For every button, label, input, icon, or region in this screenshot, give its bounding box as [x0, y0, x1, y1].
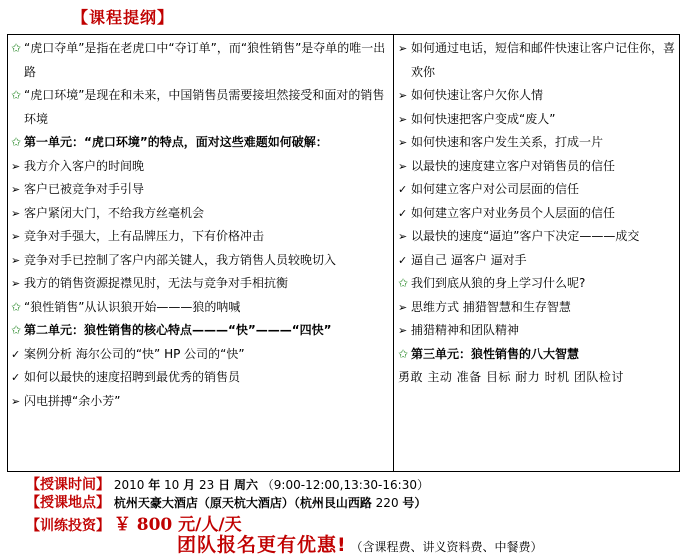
arrow-bullet-icon: ➢: [398, 300, 408, 314]
course-year-unit: 年: [148, 478, 161, 492]
course-fee-price: ￥ 800 元/人/天: [113, 515, 242, 535]
course-venue-place: 杭州天豪大酒店（原天杭大酒店）（杭州艮山西路: [113, 496, 372, 510]
right-item: [398, 178, 677, 202]
group-discount-note: （含课程费、讲义资料费、中餐费）: [350, 540, 543, 554]
course-outline-table: [7, 34, 680, 472]
right-item: [398, 249, 677, 273]
left-item: [11, 225, 389, 249]
arrow-bullet-icon: ➢: [11, 253, 21, 267]
left-item-text: 第二单元：狼性销售的核心特点———“快”———“四快”: [24, 323, 332, 337]
check-bullet-icon: ✓: [11, 347, 21, 361]
left-item-text: 竞争对手强大，上有品牌压力，下有价格冲击: [24, 229, 265, 243]
course-year: 2010: [113, 478, 145, 492]
star-bullet-icon: ✩: [11, 135, 22, 149]
right-item-text: 以最快的速度建立客户对销售员的信任: [411, 158, 616, 173]
right-item-text: 如何快速把客户变成“废人”: [411, 111, 556, 126]
course-weekday: 周六: [233, 478, 258, 492]
left-item: [11, 343, 389, 367]
arrow-bullet-icon: ➢: [11, 206, 21, 220]
left-item: [11, 319, 389, 343]
left-item-text: “狼性销售”从认识狼开始———狼的呐喊: [24, 299, 241, 314]
left-item: [11, 178, 389, 202]
right-item-text: 如何快速和客户发生关系，打成一片: [411, 135, 604, 149]
course-day: 23: [199, 478, 215, 492]
arrow-bullet-icon: ➢: [11, 277, 21, 290]
right-item-text: 逼自己 逼客户 逼对手: [411, 252, 527, 267]
right-item-text: 第三单元：狼性销售的八大智慧: [411, 346, 580, 361]
course-month-unit: 月: [183, 478, 196, 492]
left-item: [11, 272, 389, 296]
left-item-text: 客户紧闭大门，不给我方丝毫机会: [24, 205, 205, 220]
left-item-text: 客户已被竞争对手引导: [24, 182, 145, 196]
course-venue-label: 【授课地点】: [26, 495, 110, 511]
left-item-text: 我方介入客户的时间晚: [24, 158, 145, 173]
arrow-bullet-icon: ➢: [398, 159, 408, 173]
star-bullet-icon: ✩: [11, 41, 22, 55]
right-item: [398, 272, 677, 296]
arrow-bullet-icon: ➢: [398, 112, 408, 126]
left-item: [11, 202, 389, 226]
left-item-text: “虎口夺单”是指在老虎口中“夺订单”，而“狼性销售”是夺单的唯一出路: [24, 41, 386, 79]
arrow-bullet-icon: ➢: [11, 394, 21, 408]
course-venue-number: 220: [375, 496, 399, 510]
left-item-text: 闪电拼搏“余小芳”: [24, 393, 121, 408]
arrow-bullet-icon: ➢: [398, 42, 408, 55]
right-item: [398, 319, 677, 343]
star-bullet-icon: ✩: [398, 276, 409, 290]
left-item-text: 如何以最快的速度招聘到最优秀的销售员: [24, 370, 241, 384]
check-bullet-icon: ✓: [398, 206, 408, 220]
right-item: [398, 37, 677, 84]
left-item-text: 案例分析 海尔公司的“快” HP 公司的“快”: [24, 346, 245, 361]
right-item-text: 如何建立客户对公司层面的信任: [411, 182, 580, 196]
left-item-text: “虎口环境”是现在和未来，中国销售员需要接坦然接受和面对的销售环境: [24, 88, 385, 126]
left-item: [11, 249, 389, 273]
arrow-bullet-icon: ➢: [398, 136, 408, 149]
right-item-text: 思维方式 捕猎智慧和生存智慧: [411, 299, 571, 314]
course-venue-line: [26, 492, 426, 512]
left-item: [11, 155, 389, 179]
left-item-text: 竞争对手已控制了客户内部关键人，我方销售人员较晚切入: [24, 252, 337, 267]
right-item: [398, 202, 677, 226]
course-venue-end: 号）: [402, 496, 427, 510]
left-item: [11, 131, 389, 155]
star-bullet-icon: ✩: [11, 323, 22, 337]
left-item: [11, 84, 389, 131]
right-item: [398, 225, 677, 249]
right-item-text: 如何建立客户对业务员个人层面的信任: [411, 205, 616, 220]
course-time-label: 【授课时间】: [26, 477, 110, 493]
course-time-line: [26, 474, 429, 494]
right-item-list: [398, 37, 677, 366]
right-item-text: 如何快速让客户欠你人情: [411, 88, 544, 102]
course-outline-heading: 【课程提纲】: [72, 8, 175, 27]
right-item: [398, 84, 677, 108]
arrow-bullet-icon: ➢: [398, 230, 408, 243]
check-bullet-icon: ✓: [398, 253, 408, 267]
left-item-text: 我方的销售资源捉襟见肘，无法与竞争对手相抗衡: [24, 276, 289, 290]
check-bullet-icon: ✓: [11, 371, 21, 384]
star-bullet-icon: ✩: [11, 88, 22, 102]
group-discount-line: [177, 530, 543, 557]
right-item: [398, 108, 677, 132]
left-item-text: 第一单元：“虎口环境”的特点，面对这些难题如何破解：: [24, 135, 328, 149]
star-bullet-icon: ✩: [398, 346, 409, 361]
right-item: [398, 155, 677, 179]
left-item: [11, 37, 389, 84]
group-discount-headline: 团队报名更有优惠!: [177, 534, 347, 556]
right-item: [398, 131, 677, 155]
course-month: 10: [164, 478, 180, 492]
right-item-text: 如何通过电话，短信和邮件快速让客户记住你，喜欢你: [411, 41, 676, 79]
right-item-text: 捕猎精神和团队精神: [411, 323, 520, 337]
outline-left-column: [8, 35, 394, 471]
course-day-unit: 日: [218, 478, 231, 492]
course-fee-label: 【训练投资】: [26, 518, 110, 534]
check-bullet-icon: ✓: [398, 183, 408, 196]
arrow-bullet-icon: ➢: [11, 159, 21, 173]
left-item: [11, 390, 389, 414]
left-item: [11, 366, 389, 390]
right-item-text: 以最快的速度“逼迫”客户下决定———成交: [411, 229, 640, 243]
right-item: [398, 343, 677, 367]
right-item-text: 我们到底从狼的身上学习什么呢?: [411, 276, 586, 290]
arrow-bullet-icon: ➢: [398, 324, 408, 337]
left-item: [11, 296, 389, 320]
arrow-bullet-icon: ➢: [398, 89, 408, 102]
star-bullet-icon: ✩: [11, 299, 22, 314]
course-hours: （9:00-12:00,13:30-16:30）: [261, 478, 429, 492]
arrow-bullet-icon: ➢: [11, 230, 21, 243]
eight-wisdoms-list: 勇敢 主动 准备 目标 耐力 时机 团队检讨: [398, 370, 624, 384]
right-item: [398, 296, 677, 320]
arrow-bullet-icon: ➢: [11, 183, 21, 196]
outline-right-column: [394, 35, 679, 471]
